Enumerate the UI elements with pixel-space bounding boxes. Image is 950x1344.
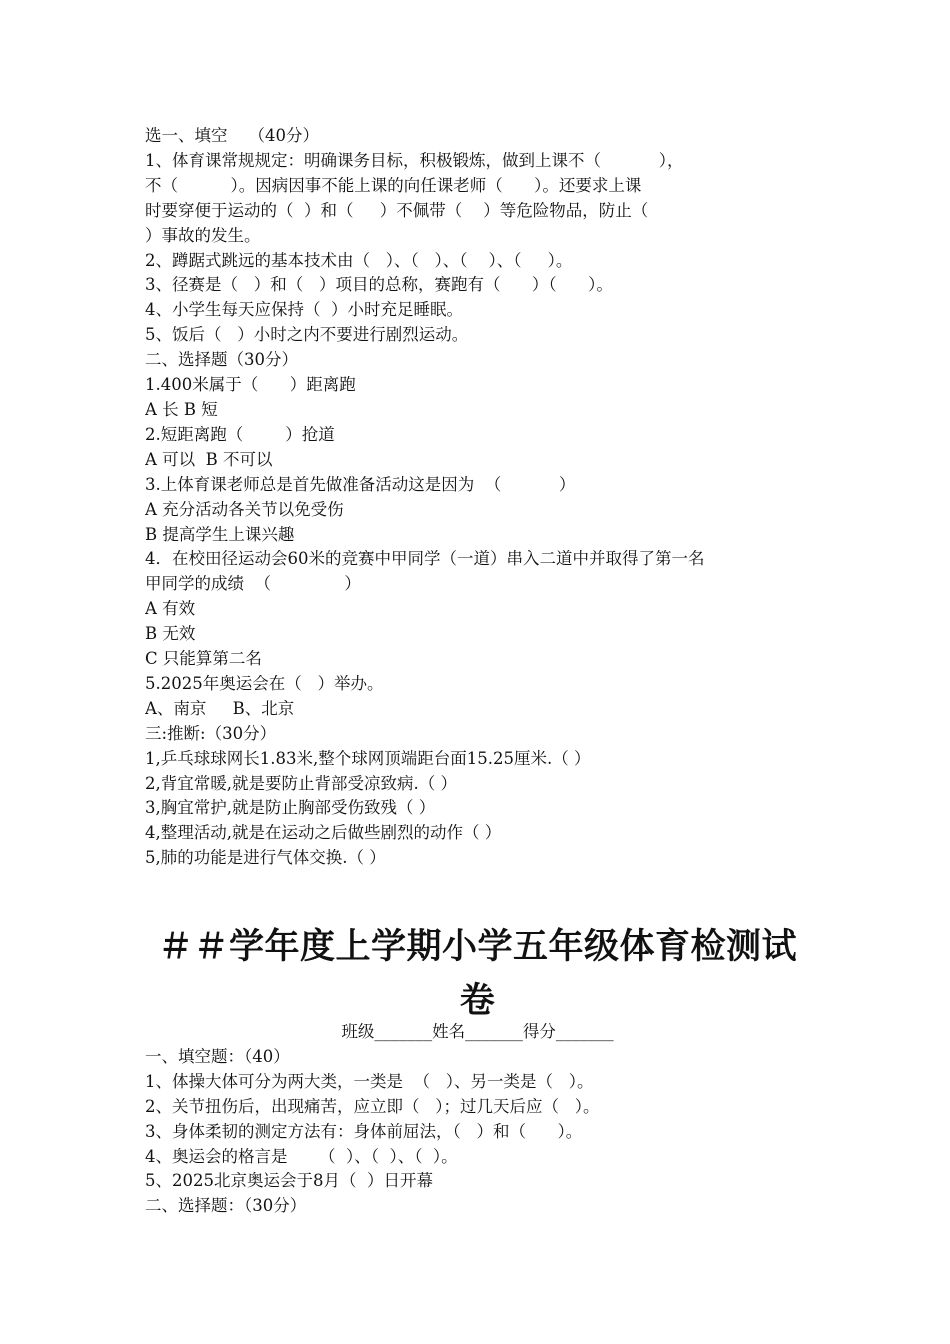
text-line: 3.上体育课老师总是首先做准备活动这是因为 （ ） (145, 474, 576, 494)
text-line: B 提高学生上课兴趣 (145, 524, 295, 544)
text-line: 1.400米属于（ ）距离跑 (145, 375, 356, 395)
text-line: ）事故的发生。 (145, 225, 261, 245)
text-line: 4．在校田径运动会60米的竞赛中甲同学（一道）串入二道中并取得了第一名 (145, 549, 705, 569)
section-heading: 二、选择题：（30分） (145, 1196, 307, 1216)
text-line: 3,胸宜常护,就是防止胸部受伤致残（ ） (145, 798, 436, 818)
exam-title-line-1: ＃＃学年度上学期小学五年级体育检测试 (157, 927, 797, 967)
text-line: 3、身体柔韧的测定方法有：身体前屈法，（ ）和（ ）。 (145, 1121, 583, 1141)
text-line: 时要穿便于运动的（ ）和（ ）不佩带（ ）等危险物品，防止（ (145, 200, 649, 220)
text-line: 甲同学的成绩 （ ） (145, 574, 361, 594)
text-line: 2.短距离跑（ ）抢道 (145, 424, 335, 444)
text-line: 4,整理活动,就是在运动之后做些剧烈的动作（ ） (145, 823, 502, 843)
text-line: 5.2025年奥运会在（ ）举办。 (145, 673, 384, 693)
section-one (145, 124, 810, 871)
text-line: 5、2025北京奥运会于8月（ ）日开幕 (145, 1171, 433, 1191)
text-line: B 无效 (145, 624, 196, 644)
text-line: 4、奥运会的格言是 （ ）、（ ）、（ ）。 (145, 1146, 458, 1166)
text-line: 不（ ）。因病因事不能上课的向任课老师（ ）。还要求上课 (145, 175, 642, 195)
text-line: 2、蹲踞式跳远的基本技术由（ ）、（ ）、（ ）、（ ）。 (145, 250, 573, 270)
text-line: 3、径赛是（ ）和（ ）项目的总称，赛跑有（ ）（ ）。 (145, 275, 613, 295)
text-line: 1,乒乓球球网长1.83米,整个球网顶端距台面15.25厘米.（ ） (145, 748, 591, 768)
text-line: A、南京 B、北京 (145, 698, 295, 718)
text-line: 2、关节扭伤后，出现痛苦，应立即（ ）；过几天后应（ ）。 (145, 1096, 600, 1116)
text-line: 5,肺的功能是进行气体交换.（ ） (145, 848, 386, 868)
text-line: 1、体育课常规规定：明确课务目标，积极锻炼，做到上课不（ ）， (145, 150, 684, 170)
text-line: 4、小学生每天应保持（ ）小时充足睡眠。 (145, 300, 463, 320)
section-two (145, 1020, 810, 1219)
section-heading: 二、选择题（30分） (145, 350, 298, 370)
text-line: C 只能算第二名 (145, 649, 262, 669)
text-line: 5、饭后（ ）小时之内不要进行剧烈运动。 (145, 325, 469, 345)
text-line: A 可以 B 不可以 (145, 449, 273, 469)
exam-title (145, 920, 810, 1028)
section-heading: 一、填空题：（40） (145, 1046, 290, 1066)
exam-title-line-2: 卷 (459, 981, 496, 1021)
text-line: A 长 B 短 (145, 399, 218, 419)
text-line: 1、体操大体可分为两大类，一类是 （ ）、另一类是（ ）。 (145, 1071, 594, 1091)
student-info-line: 班级_______姓名_______得分_______ (341, 1022, 614, 1041)
text-line: A 充分活动各关节以免受伤 (145, 499, 344, 519)
text-line: A 有效 (145, 599, 196, 619)
section-heading: 三:推断:（30分） (145, 723, 277, 743)
text-line: 选一、填空 （40分） (145, 126, 319, 145)
text-line: 2,背宜常暖,就是要防止背部受凉致病.（ ） (145, 773, 457, 793)
